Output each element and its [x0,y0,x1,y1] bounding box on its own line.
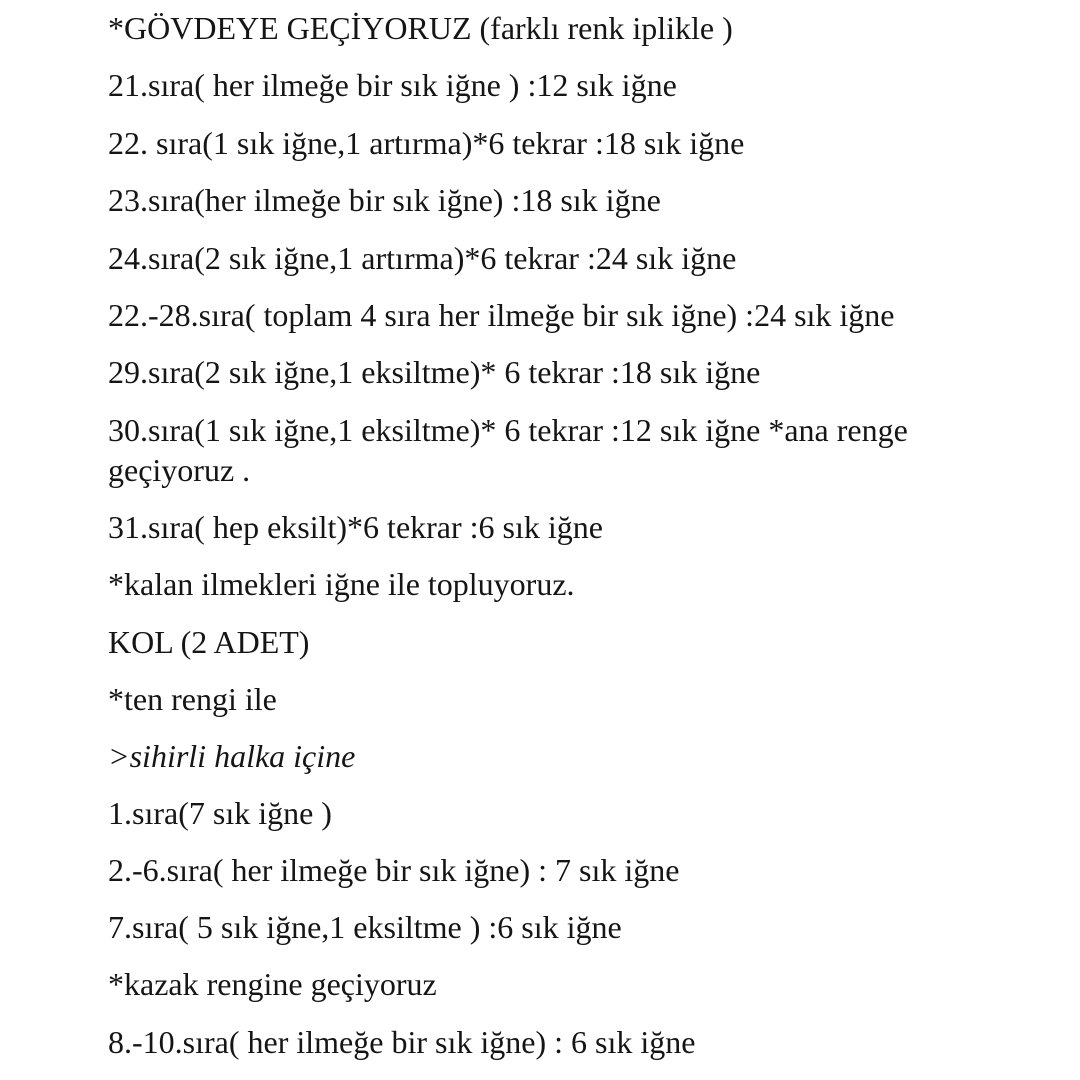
instruction-sweater-color: *kazak rengine geçiyoruz [108,966,437,1002]
arm-row-2-6: 2.-6.sıra( her ilmeğe bir sık iğne) : 7 sık iğne [108,852,680,888]
instruction-row-21: 21.sıra( her ilmeğe bir sık iğne ) :12 sık iğne [108,67,677,103]
instruction-gather-loops: *kalan ilmekleri iğne ile topluyoruz. [108,566,575,602]
section-heading-arm: KOL (2 ADET) [108,624,310,660]
instruction-row-23: 23.sıra(her ilmeğe bir sık iğne) :18 sık iğne [108,182,661,218]
instruction-magic-ring: >sihirli halka içine [108,738,356,774]
instruction-row-31: 31.sıra( hep eksilt)*6 tekrar :6 sık iğne [108,509,603,545]
arm-row-7: 7.sıra( 5 sık iğne,1 eksiltme ) :6 sık iğne [108,909,622,945]
arm-row-8-10: 8.-10.sıra( her ilmeğe bir sık iğne) : 6 sık iğne [108,1024,696,1060]
instruction-row-24: 24.sıra(2 sık iğne,1 artırma)*6 tekrar :24 sık iğne [108,240,737,276]
arm-row-1: 1.sıra(7 sık iğne ) [108,795,332,831]
instruction-row-30: 30.sıra(1 sık iğne,1 eksiltme)* 6 tekrar :12 sık iğne *ana renge geçiyoruz . [108,412,908,488]
instruction-row-29: 29.sıra(2 sık iğne,1 eksiltme)* 6 tekrar :18 sık iğne [108,354,761,390]
instruction-skin-color: *ten rengi ile [108,681,277,717]
instruction-row-22-28: 22.-28.sıra( toplam 4 sıra her ilmeğe bir sık iğne) :24 sık iğne [108,297,895,333]
instruction-row-22: 22. sıra(1 sık iğne,1 artırma)*6 tekrar :18 sık iğne [108,125,745,161]
section-heading-body: *GÖVDEYE GEÇİYORUZ (farklı renk iplikle ) [108,10,733,46]
